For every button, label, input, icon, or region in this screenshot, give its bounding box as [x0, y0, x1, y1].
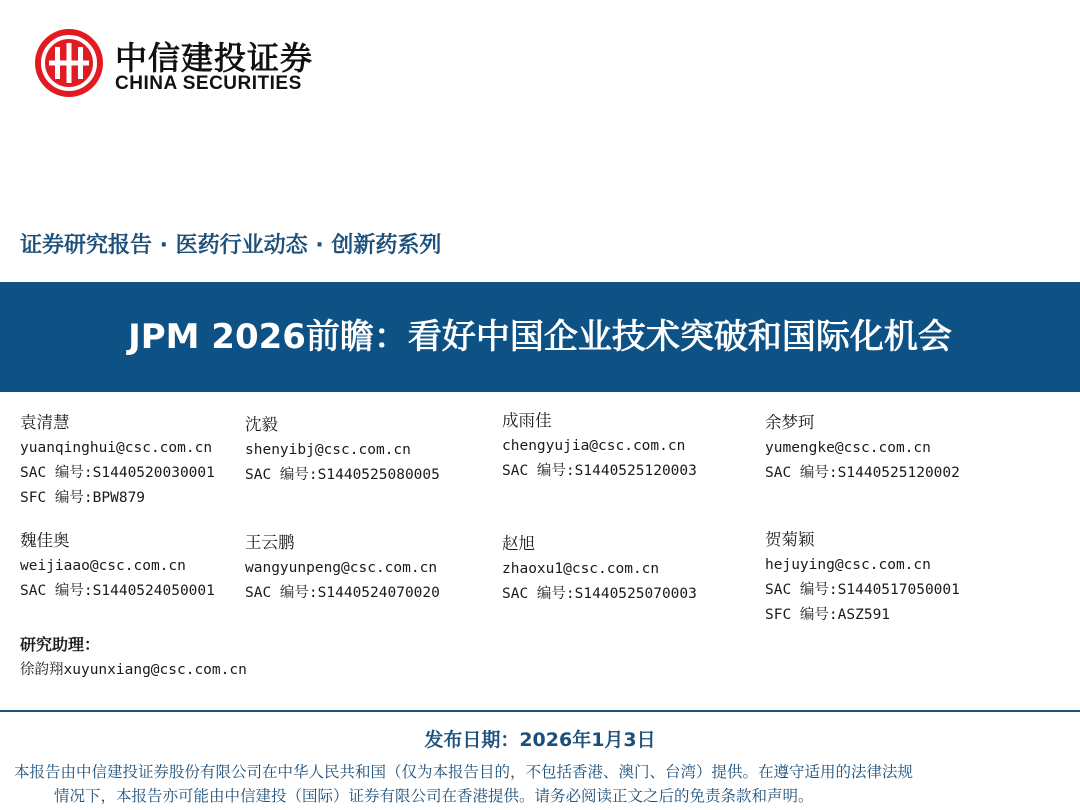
author-card — [765, 410, 960, 486]
author-sac: SAC 编号:S1440524070020 — [245, 585, 440, 601]
author-sac: SAC 编号:S1440524050001 — [20, 583, 215, 599]
author-email: hejuying@csc.com.cn — [765, 557, 931, 573]
disclaimer — [14, 760, 1074, 808]
author-card — [502, 408, 697, 484]
report-title: JPM 2026前瞻：看好中国企业技术突破和国际化机会 — [128, 317, 952, 357]
publish-date: 发布日期：2026年1月3日 — [424, 729, 656, 751]
author-sac: SAC 编号:S1440517050001 — [765, 582, 960, 598]
footer-divider — [0, 710, 1080, 712]
author-name: 魏佳奥 — [20, 531, 70, 550]
author-card — [20, 528, 215, 604]
disclaimer-line-1: 本报告由中信建投证券股份有限公司在中华人民共和国（仅为本报告目的，不包括香港、澳门、台湾）提供。在遵守适用的法律法规 — [14, 763, 914, 781]
china-securities-logo-icon — [33, 27, 105, 99]
author-name: 成雨佳 — [502, 411, 552, 430]
author-sac: SAC 编号:S1440520030001 — [20, 465, 215, 481]
author-email: yumengke@csc.com.cn — [765, 440, 931, 456]
author-name: 王云鹏 — [245, 533, 295, 552]
author-email: shenyibj@csc.com.cn — [245, 442, 411, 458]
author-email: weijiaao@csc.com.cn — [20, 558, 186, 574]
author-sfc: SFC 编号:ASZ591 — [765, 607, 891, 623]
brand-logo — [33, 27, 333, 99]
author-name: 余梦珂 — [765, 413, 815, 432]
brand-name-en: CHINA SECURITIES — [115, 73, 302, 94]
author-email: zhaoxu1@csc.com.cn — [502, 561, 660, 577]
author-card — [245, 412, 440, 488]
author-email: chengyujia@csc.com.cn — [502, 438, 686, 454]
author-sac: SAC 编号:S1440525070003 — [502, 586, 697, 602]
assistant-contact: 徐韵翔xuyunxiang@csc.com.cn — [20, 662, 247, 678]
author-sac: SAC 编号:S1440525120003 — [502, 463, 697, 479]
author-card — [765, 527, 960, 628]
author-name: 沈毅 — [245, 415, 278, 434]
disclaimer-line-2: 情况下，本报告亦可能由中信建投（国际）证券有限公司在香港提供。请务必阅读正文之后的免责条款和声明。 — [54, 787, 814, 805]
assistant-label: 研究助理： — [20, 635, 101, 654]
author-card — [502, 531, 697, 607]
author-name: 贺菊颖 — [765, 530, 815, 549]
author-email: yuanqinghui@csc.com.cn — [20, 440, 213, 456]
author-sac: SAC 编号:S1440525120002 — [765, 465, 960, 481]
research-assistant — [20, 632, 247, 682]
author-sac: SAC 编号:S1440525080005 — [245, 467, 440, 483]
brand-name-cn: 中信建投证券 — [115, 39, 314, 77]
author-name: 赵旭 — [502, 534, 535, 553]
title-band — [0, 282, 1080, 392]
report-series: 证券研究报告 · 医药行业动态 · 创新药系列 — [20, 233, 442, 258]
author-name: 袁清慧 — [20, 413, 70, 432]
author-card — [20, 410, 215, 511]
author-card — [245, 530, 440, 606]
author-sfc: SFC 编号:BPW879 — [20, 490, 146, 506]
author-email: wangyunpeng@csc.com.cn — [245, 560, 438, 576]
